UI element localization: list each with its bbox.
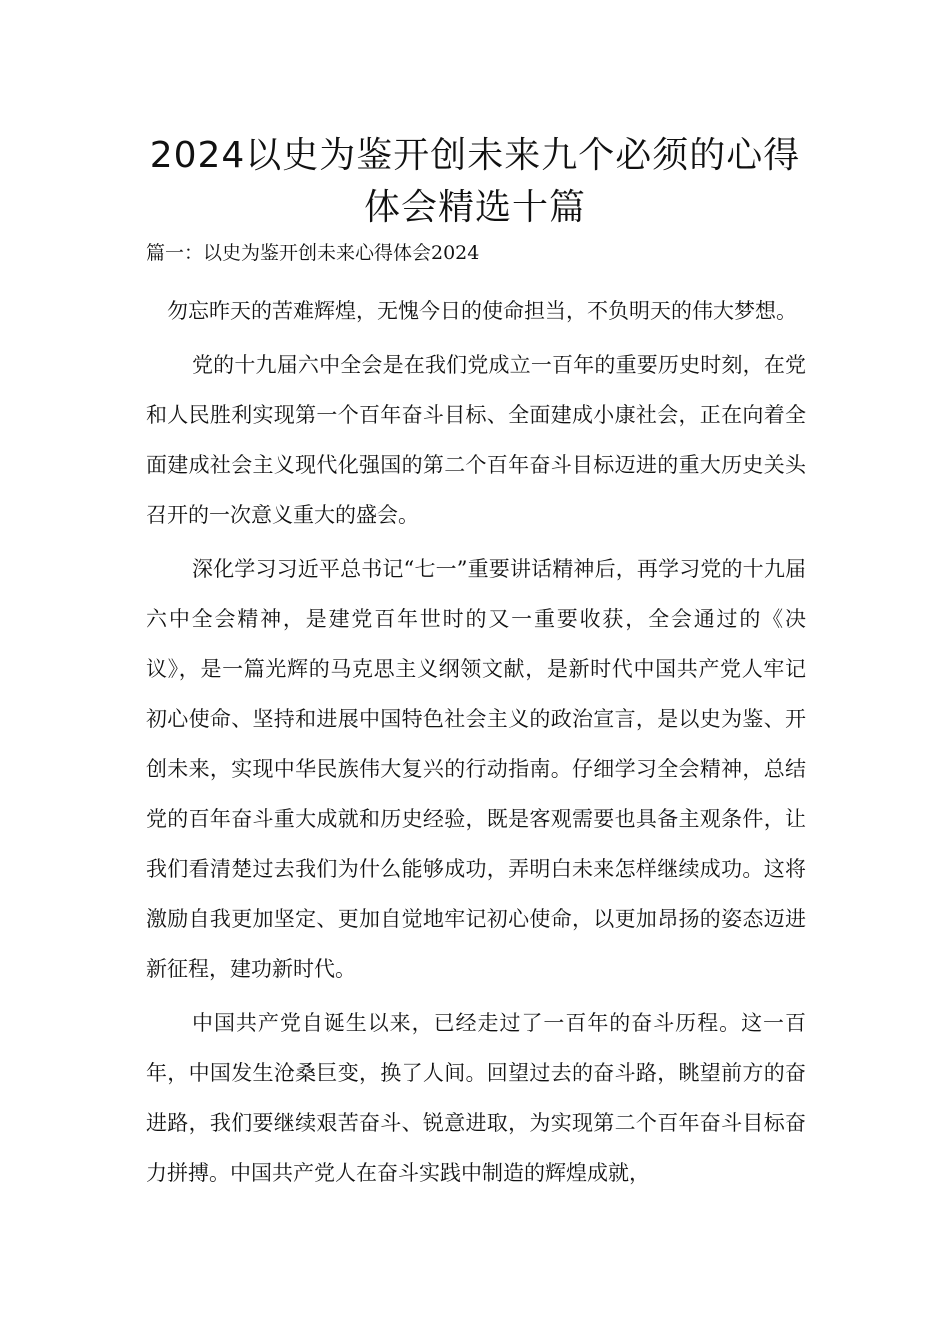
section-heading: 篇一：以史为鉴开创未来心得体会2024 xyxy=(146,242,480,264)
paragraph-4: 中国共产党自诞生以来，已经走过了一百年的奋斗历程。这一百年，中国发生沧桑巨变，换了人间。回望过去的奋斗路，眺望前方的奋进路，我们要继续艰苦奋斗、锐意进取，为实现第二个百年奋斗目标奋力拼搏。中国共产党人在奋斗实践中制造的辉煌成就， xyxy=(146,1011,806,1185)
paragraph-1: 勿忘昨天的苦难辉煌，无愧今日的使命担当，不负明天的伟大梦想。 xyxy=(167,299,797,323)
document-body xyxy=(146,286,806,1198)
paragraph-3: 深化学习习近平总书记“七一”重要讲话精神后，再学习党的十九届六中全会精神，是建党百年世时的又一重要收获，全会通过的《决议》，是一篇光辉的马克思主义纲领文献，是新时代中国共产党人牢记初心使命、坚持和进展中国特色社会主义的政治宣言，是以史为鉴、开创未来，实现中华民族伟大复兴的行动指南。仔细学习全会精神，总结党的百年奋斗重大成就和历史经验，既是客观需要也具备主观条件，让我们看清楚过去我们为什么能够成功，弄明白未来怎样继续成功。这将激励自我更加坚定、更加自觉地牢记初心使命，以更加昂扬的姿态迈进新征程，建功新时代。 xyxy=(146,557,806,981)
document-title: 2024以史为鉴开创未来九个必须的心得体会精选十篇 xyxy=(149,135,801,228)
paragraph-2: 党的十九届六中全会是在我们党成立一百年的重要历史时刻，在党和人民胜利实现第一个百年奋斗目标、全面建成小康社会，正在向着全面建成社会主义现代化强国的第二个百年奋斗目标迈进的重大历史关头召开的一次意义重大的盛会。 xyxy=(146,353,806,527)
